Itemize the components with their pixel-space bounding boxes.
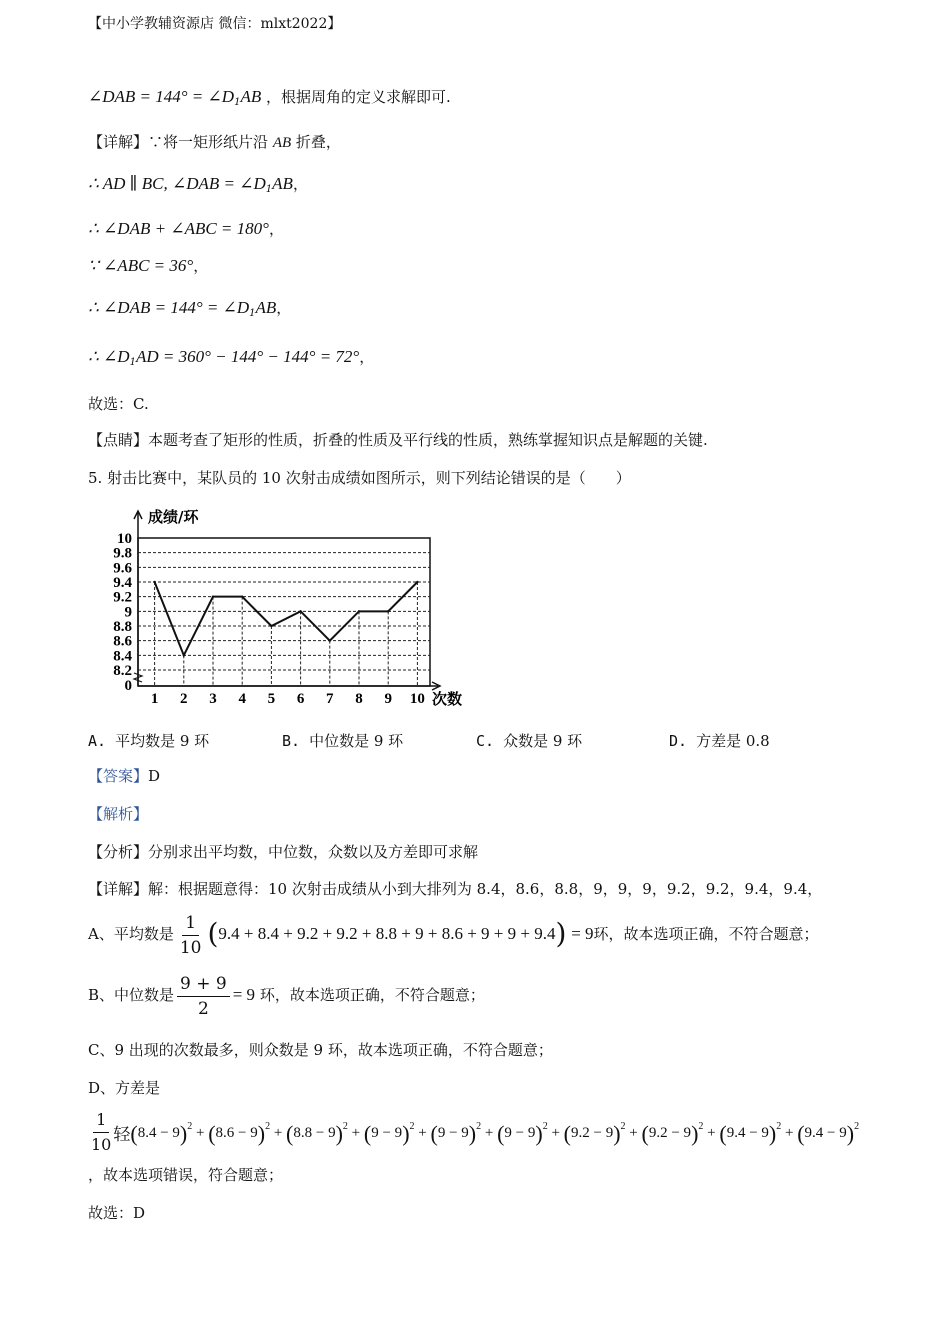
x-tick-label: 4 [238,691,246,707]
math-expression: AD = 360° − 144° − 144° = 72° [135,347,360,366]
variance-term: 8.8 − 9 [293,1125,336,1141]
question-5: 5. 射击比赛中，某队员的 10 次射击成绩如图所示，则下列结论错误的是（ ） [88,469,631,487]
exponent: 2 [620,1121,626,1132]
fraction-denominator: 10 [179,937,202,958]
exponent: 2 [342,1121,348,1132]
exponent: 2 [187,1121,193,1132]
math-expression: ∴ AD ∥ BC, ∠DAB = ∠D [88,174,266,193]
right-paren: ) [179,1121,188,1146]
math-expression: 9.4 + 8.4 + 9.2 + 9.2 + 8.8 + 9 + 8.6 + 9 + 9 + 9.4 [218,924,556,943]
math-result: = 9 [571,924,594,943]
y-axis-label: 成绩/环 [148,508,199,526]
solution-line-8: 故选：C. [88,395,149,413]
plus-sign: + [414,1125,431,1141]
mode-line: C、9 出现的次数最多，则众数是 9 环，故本选项正确，不符合题意； [88,1041,553,1059]
x-tick-label: 5 [267,691,276,707]
y-tick-label: 10 [117,531,132,547]
mean-line [88,911,819,958]
detail-tag: 【详解】 [88,880,149,898]
answer-value: D [148,767,161,785]
exponent: 2 [265,1121,271,1132]
plus-sign: + [481,1125,498,1141]
left-paren: ( [563,1121,571,1146]
right-paren: ) [768,1121,777,1146]
variance-term: 9 − 9 [504,1125,536,1141]
left-paren: ( [797,1121,805,1146]
answer-line [88,766,160,786]
right-paren: ) [257,1121,266,1146]
fraction-numerator: 9 + 9 [177,974,230,997]
y-tick-label: 9.4 [113,575,132,591]
variance-term: 9 − 9 [437,1125,469,1141]
variance-term: 9.2 − 9 [648,1125,692,1141]
exponent: 2 [476,1121,482,1132]
x-axis-label: 次数 [432,690,463,708]
text: ， [292,175,308,193]
left-paren: ( [207,917,219,950]
variance-term: 8.4 − 9 [137,1125,180,1141]
variance-term: 9.2 − 9 [571,1125,614,1141]
math-subscript: 1 [129,357,136,368]
fraction-numerator: 1 [93,1110,109,1133]
fraction-denominator: 2 [197,998,209,1019]
solution-line-7 [88,347,374,373]
data-point [241,595,243,597]
math-subscript: 1 [234,97,241,108]
y-tick-label: 9.2 [113,589,132,606]
text: ， [193,257,209,275]
math-expression: ∵ ∠ABC = 36° [88,256,194,275]
math-expression: AB [255,298,277,317]
math-expression: AB [272,174,293,193]
x-tick-label: 9 [384,691,392,707]
x-tick-label: 7 [326,691,334,707]
fenxi-tag: 【分析】 [88,843,149,861]
fraction [177,913,205,958]
solution-line-4 [88,219,284,239]
math-expression: ∴ ∠DAB + ∠ABC = 180° [88,219,269,238]
right-paren: ) [335,1121,343,1146]
exponent: 2 [409,1121,415,1132]
plus-sign: + [781,1125,798,1141]
fraction-denominator: 10 [91,1135,112,1152]
variance-term: 9 − 9 [371,1125,403,1141]
data-point [416,581,418,583]
variance-expression [88,1110,950,1152]
math-expression: ∴ ∠DAB = 144° = ∠D [88,298,250,317]
data-point [270,625,272,627]
series-line [155,582,418,655]
math-result: = 9 [232,985,256,1004]
x-tick-label: 6 [296,691,305,707]
option-text: 方差是 0.8 [696,732,770,750]
text: 解：根据题意得：10 次射击成绩从小到大排列为 8.4，8.6，8.8，9，9，9，9.2，9.2，9.4，9.4， [148,880,823,898]
text: 折叠， [295,133,341,151]
data-point [183,654,185,656]
left-paren: ( [130,1121,138,1146]
median-line [88,972,485,1019]
right-paren: ) [402,1121,410,1146]
dianjing-tag: 【点睛】 [88,431,149,449]
option-b[interactable] [282,731,403,751]
data-point [387,610,389,612]
score-line-chart [88,504,468,719]
left-paren: ( [497,1121,505,1146]
math-expression: ∴ ∠D [88,347,130,366]
right-paren: ) [846,1121,855,1146]
option-letter: A. [88,732,107,750]
plus-sign: + [625,1125,642,1141]
data-point [329,639,331,641]
solution-line-3 [88,174,308,200]
answer-tag: 【答案】 [88,767,149,785]
text: ，根据周角的定义求解即可. [266,88,451,106]
math-expression: AB [240,87,262,106]
solution-line-5 [88,256,208,276]
x-tick-label: 2 [180,691,188,707]
x-tick-label: 1 [150,691,159,707]
x-tick-label: 3 [209,691,217,707]
overlap-glyph: 轻 [113,1125,131,1145]
y-tick-label: 8.4 [113,648,132,665]
option-a[interactable] [88,731,209,751]
exponent: 2 [698,1121,704,1132]
y-tick-label: 9.6 [113,560,132,577]
exponent: 2 [776,1121,782,1132]
final-answer: 故选：D [88,1204,146,1222]
text: ∵将一矩形纸片沿 [148,133,269,151]
option-letter: C. [476,732,495,750]
plus-sign: + [703,1125,720,1141]
option-c[interactable] [476,731,582,751]
variance-term: 9.4 − 9 [804,1125,847,1141]
header-watermark: 【中小学教辅资源店 微信：mlxt2022】 [88,16,342,32]
fenxi-line [88,842,478,862]
x-tick-label: 10 [409,691,425,707]
option-letter: B. [282,732,301,750]
detail-line [88,879,822,899]
math-expression: AB [272,135,292,151]
left-paren: ( [641,1121,649,1146]
y-tick-label: 9.8 [113,545,132,562]
text: ， [276,299,292,317]
plus-sign: + [270,1125,287,1141]
variance-label: D、方差是 [88,1079,161,1097]
fraction [177,974,230,1019]
plus-sign: + [547,1125,564,1141]
option-text: 中位数是 9 环 [309,732,404,750]
exponent: 2 [542,1121,548,1132]
detail-tag: 【详解】 [88,133,149,151]
solution-line-9 [88,430,708,450]
fraction [88,1110,114,1152]
left-paren: ( [286,1121,294,1146]
plus-sign: + [347,1125,364,1141]
left-paren: ( [363,1121,372,1146]
left-paren: ( [430,1121,438,1146]
chart-svg [88,504,468,719]
left-paren: ( [208,1121,216,1146]
x-tick-label: 8 [355,691,363,707]
option-d[interactable] [669,731,770,751]
text: ， [359,348,375,366]
analysis-tag: 【解析】 [88,805,149,823]
exponent: 2 [854,1121,860,1132]
right-paren: ) [691,1121,699,1146]
math-subscript: 1 [265,184,273,195]
text: ， [268,220,284,238]
y-tick-label: 0 [124,678,132,694]
option-text: 众数是 9 环 [503,732,583,750]
variance-terms [130,1121,860,1146]
data-point [299,610,301,612]
right-paren: ) [468,1121,477,1146]
y-tick-label: 8.6 [113,633,132,650]
data-point [358,610,360,612]
axis-break [134,673,142,682]
text: 分别求出平均数，中位数，众数以及方差即可求解 [148,843,479,861]
solution-line-2 [88,132,341,153]
option-letter: D. [669,732,688,750]
right-paren: ) [613,1121,621,1146]
data-point [212,595,214,597]
text: B、中位数是 [88,986,175,1004]
y-tick-label: 8.8 [113,619,132,635]
variance-term: 8.6 − 9 [215,1125,258,1141]
solution-line-1 [88,87,451,113]
fraction-numerator: 1 [182,913,199,936]
text: 本题考查了矩形的性质，折叠的性质及平行线的性质，熟练掌握知识点是解题的关键. [148,431,708,449]
text: A、平均数是 [88,925,174,943]
plus-sign: + [192,1125,209,1141]
text: 环，故本选项正确，不符合题意； [259,986,485,1004]
text: 环，故本选项正确，不符合题意； [593,925,819,943]
left-paren: ( [719,1121,727,1146]
variance-term: 9.4 − 9 [726,1125,769,1141]
math-subscript: 1 [249,308,256,319]
option-text: 平均数是 9 环 [115,732,210,750]
solution-line-6 [88,298,291,324]
data-point [153,581,155,583]
right-paren: ) [535,1121,543,1146]
variance-tail: ，故本选项错误，符合题意； [88,1166,284,1184]
right-paren: ) [555,917,567,950]
y-tick-label: 8.2 [113,663,132,679]
y-tick-label: 9 [124,604,132,621]
math-expression: ∠DAB = 144° = ∠D [88,87,235,106]
